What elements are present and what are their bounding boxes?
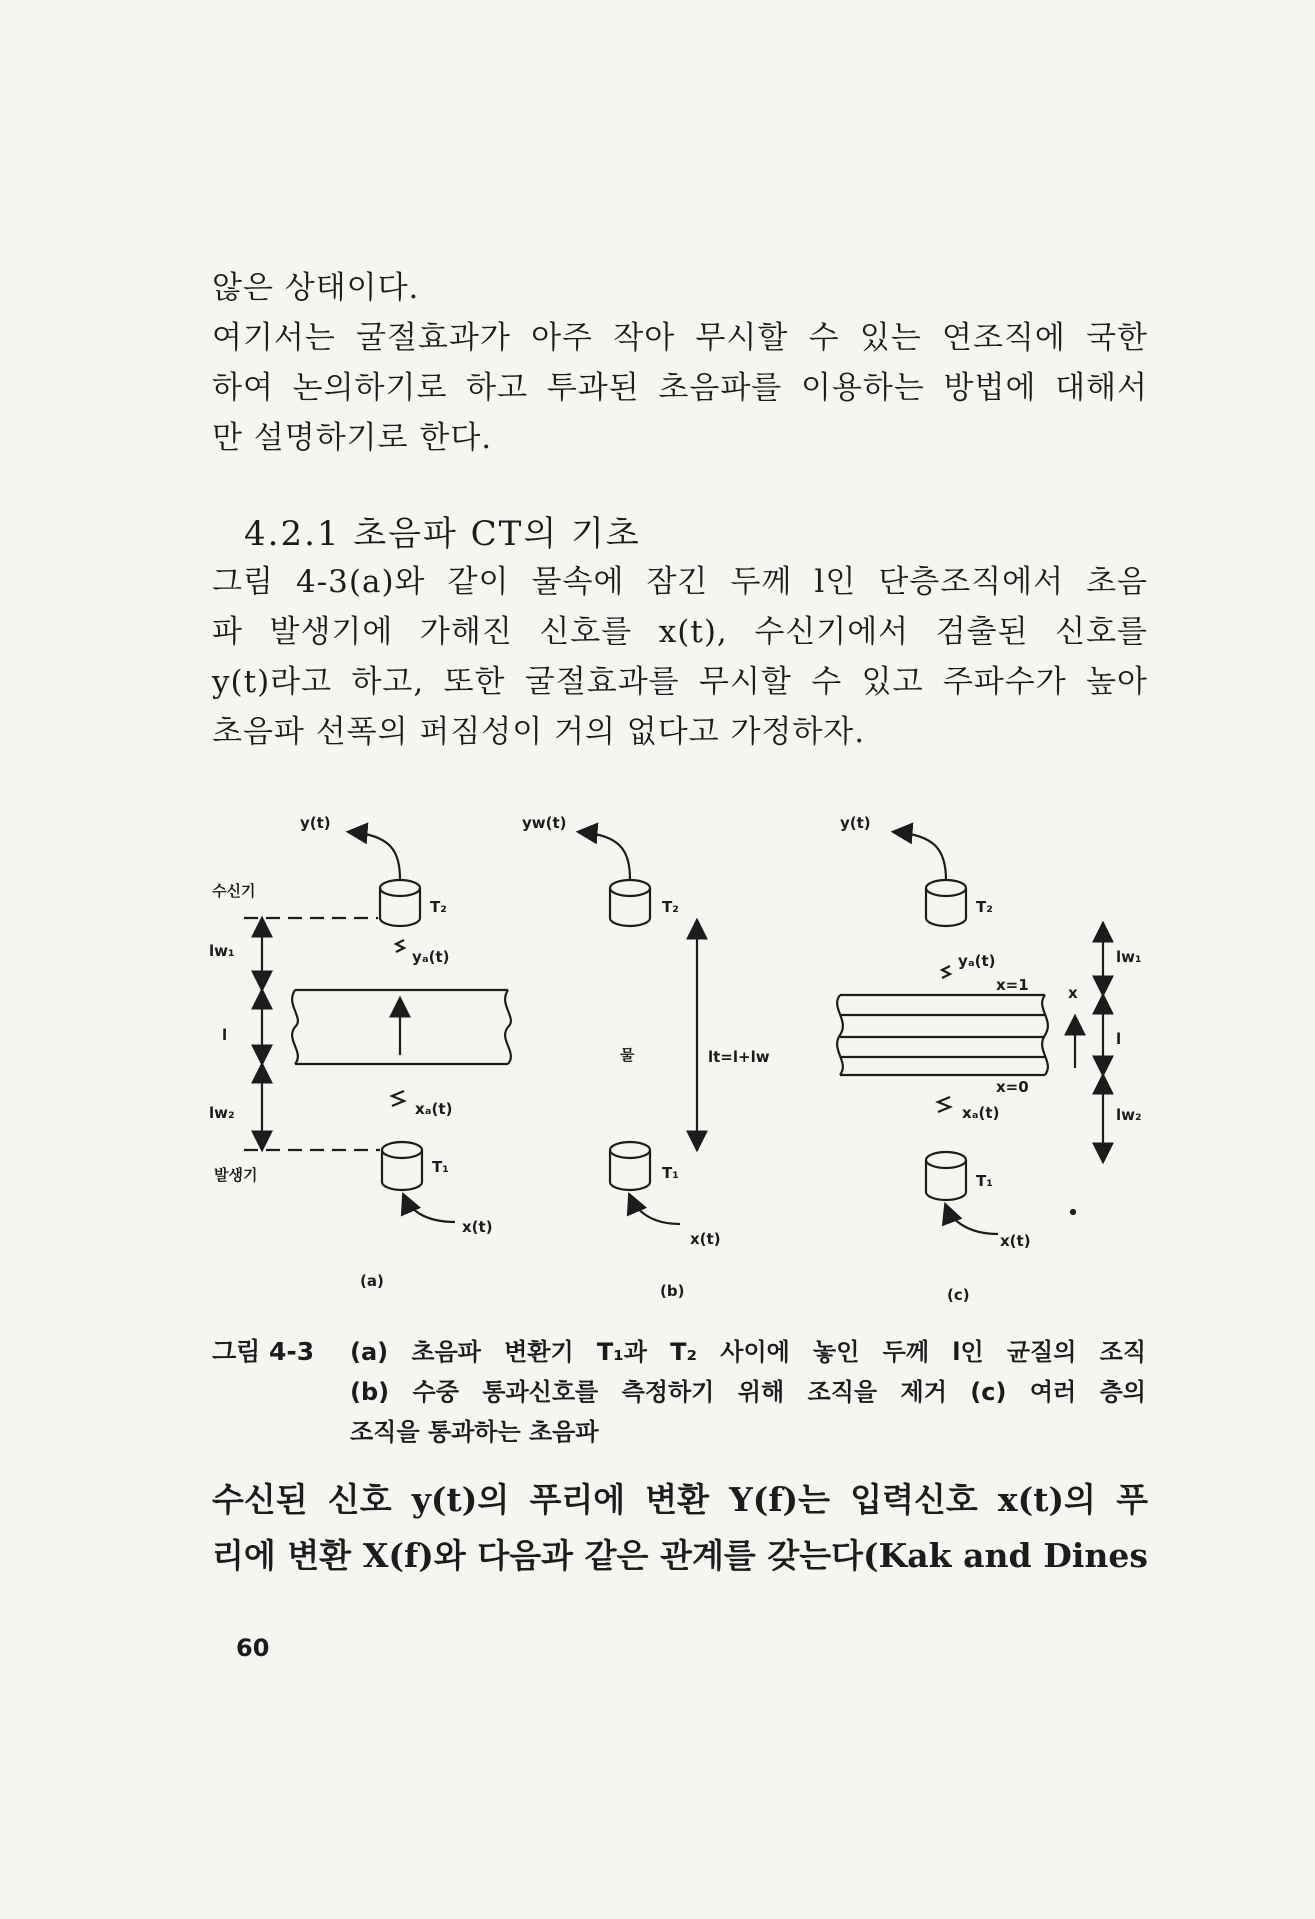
b-x-label: x(t) <box>690 1230 721 1248</box>
c-panel-label: (c) <box>947 1286 970 1304</box>
c-xa-label: xₐ(t) <box>962 1104 1000 1122</box>
page-number: 60 <box>236 1634 270 1662</box>
section-heading: 4.2.1 초음파 CT의 기초 <box>244 514 641 554</box>
b-panel-label: (b) <box>660 1282 685 1300</box>
panel-a <box>244 832 511 1222</box>
panel-b <box>580 832 697 1224</box>
a-lw1-label: lw₁ <box>209 942 235 960</box>
c-lw2-label: lw₂ <box>1116 1106 1142 1124</box>
a-transmitter-label: 발생기 <box>214 1166 258 1184</box>
c-t2-label: T₂ <box>976 898 993 916</box>
caption-line: (a) 초음파 변환기 T₁과 T₂ 사이에 놓인 두께 l인 균질의 조직 <box>350 1338 1146 1366</box>
body-text-line: 여기서는 굴절효과가 아주 작아 무시할 수 있는 연조직에 국한 <box>212 320 1148 356</box>
a-t1-label: T₁ <box>432 1158 449 1176</box>
b-t1-label: T₁ <box>662 1164 679 1182</box>
a-panel-label: (a) <box>360 1272 384 1290</box>
a-y-label: y(t) <box>300 814 331 832</box>
c-ya-label: yₐ(t) <box>958 952 996 970</box>
body-text-line: 파 발생기에 가해진 신호를 x(t), 수신기에서 검출된 신호를 <box>212 614 1148 650</box>
body-text-line: 만 설명하기로 한다. <box>212 420 493 456</box>
body-text-line: 수신된 신호 y(t)의 푸리에 변환 Y(f)는 입력신호 x(t)의 푸 <box>212 1480 1148 1519</box>
c-x1-label: x=1 <box>996 976 1029 994</box>
caption-line: (b) 수중 통과신호를 측정하기 위해 조직을 제거 (c) 여러 층의 <box>350 1378 1146 1406</box>
body-text-line: 하여 논의하기로 하고 투과된 초음파를 이용하는 방법에 대해서 <box>212 370 1148 406</box>
a-xa-label: xₐ(t) <box>415 1100 453 1118</box>
c-y-label: y(t) <box>840 814 871 832</box>
a-receiver-label: 수신기 <box>212 882 256 900</box>
c-x-label: x(t) <box>1000 1232 1031 1250</box>
b-water-label: 물 <box>620 1046 635 1064</box>
body-text-line: 그림 4-3(a)와 같이 물속에 잠긴 두께 l인 단층조직에서 초음 <box>212 564 1148 600</box>
body-text-line: y(t)라고 하고, 또한 굴절효과를 무시할 수 있고 주파수가 높아 <box>212 664 1148 700</box>
c-lw1-label: lw₁ <box>1116 948 1142 966</box>
b-t2-label: T₂ <box>662 898 679 916</box>
a-ya-label: yₐ(t) <box>412 948 450 966</box>
b-lt-label: lt=l+lw <box>708 1048 770 1066</box>
c-x-axis-label: x <box>1068 984 1078 1002</box>
b-y-label: yw(t) <box>522 814 567 832</box>
panel-c <box>837 832 1103 1234</box>
a-x-label: x(t) <box>462 1218 493 1236</box>
c-l-label: l <box>1116 1030 1122 1048</box>
caption-label: 그림 4-3 <box>212 1337 315 1366</box>
caption-line: 조직을 통과하는 초음파 <box>350 1418 599 1446</box>
body-text-line: 초음파 선폭의 퍼짐성이 거의 없다고 가정하자. <box>212 714 866 750</box>
a-l-label: l <box>222 1026 228 1044</box>
a-lw2-label: lw₂ <box>209 1104 235 1122</box>
body-text-line: 않은 상태이다. <box>212 270 420 306</box>
c-x0-label: x=0 <box>996 1078 1029 1096</box>
body-text-line: 리에 변환 X(f)와 다음과 같은 관계를 갖는다(Kak and Dines <box>212 1536 1148 1575</box>
c-t1-label: T₁ <box>976 1172 993 1190</box>
a-t2-label: T₂ <box>430 898 447 916</box>
